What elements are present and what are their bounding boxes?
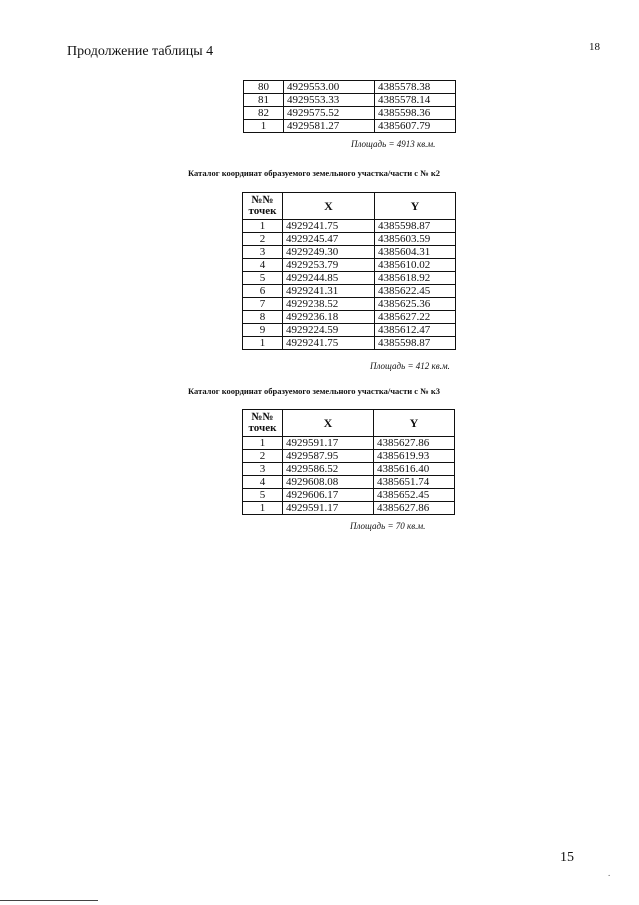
x-coordinate-cell: 4929241.75: [283, 337, 375, 350]
y-coordinate-cell: 4385578.38: [375, 81, 456, 94]
table-body: [244, 81, 456, 133]
x-coordinate-cell: 4929238.52: [283, 298, 375, 311]
table-caption-k3: Каталог координат образуемого земельного участка/части с № к3: [188, 386, 440, 396]
y-coordinate-cell: 4385622.45: [375, 285, 456, 298]
point-number-cell: 7: [243, 298, 283, 311]
table-row: [243, 502, 455, 515]
coordinates-table-k3: [242, 409, 455, 515]
x-coordinate-cell: 4929245.47: [283, 233, 375, 246]
point-number-cell: 5: [243, 489, 283, 502]
y-coordinate-cell: 4385619.93: [374, 450, 455, 463]
table-row: [244, 120, 456, 133]
y-coordinate-cell: 4385598.87: [375, 220, 456, 233]
table-row: [243, 476, 455, 489]
point-number-cell: 8: [243, 311, 283, 324]
point-number-cell: 82: [244, 107, 284, 120]
x-coordinate-cell: 4929241.31: [283, 285, 375, 298]
area-note: Площадь = 4913 кв.м.: [351, 139, 436, 149]
x-coordinate-cell: 4929249.30: [283, 246, 375, 259]
table-body: [243, 437, 455, 515]
table-row: [243, 463, 455, 476]
point-number-cell: 2: [243, 450, 283, 463]
page-heading: Продолжение таблицы 4: [67, 44, 214, 59]
x-coordinate-cell: 4929224.59: [283, 324, 375, 337]
point-number-cell: 4: [243, 259, 283, 272]
coordinates-table-continuation: [243, 80, 456, 133]
table-row: [244, 94, 456, 107]
y-coordinate-cell: 4385578.14: [375, 94, 456, 107]
y-coordinate-cell: 4385604.31: [375, 246, 456, 259]
x-coordinate-cell: 4929591.17: [283, 502, 374, 515]
scan-speck: .: [608, 868, 611, 878]
y-coordinate-cell: 4385625.36: [375, 298, 456, 311]
column-header-point-number: [243, 410, 283, 437]
column-header-y: Y: [374, 410, 455, 437]
point-number-cell: 81: [244, 94, 284, 107]
point-number-cell: 1: [243, 502, 283, 515]
y-coordinate-cell: 4385610.02: [375, 259, 456, 272]
y-coordinate-cell: 4385652.45: [374, 489, 455, 502]
column-header-x: X: [283, 410, 374, 437]
table-header: [243, 193, 456, 220]
point-number-cell: 2: [243, 233, 283, 246]
table-row: [243, 246, 456, 259]
table-row: [243, 450, 455, 463]
x-coordinate-cell: 4929575.52: [284, 107, 375, 120]
area-note: Площадь = 412 кв.м.: [370, 361, 450, 371]
x-coordinate-cell: 4929581.27: [284, 120, 375, 133]
table-row: [243, 285, 456, 298]
point-number-cell: 4: [243, 476, 283, 489]
header-points-word: точек: [248, 205, 277, 217]
y-coordinate-cell: 4385598.87: [375, 337, 456, 350]
x-coordinate-cell: 4929253.79: [283, 259, 375, 272]
point-number-cell: 3: [243, 246, 283, 259]
table-row: [243, 272, 456, 285]
y-coordinate-cell: 4385651.74: [374, 476, 455, 489]
area-note: Площадь = 70 кв.м.: [350, 521, 426, 531]
table-caption-k2: Каталог координат образуемого земельного участка/части с № к2: [188, 168, 440, 178]
point-number-cell: 1: [243, 220, 283, 233]
header-number-sign: №№: [251, 194, 274, 206]
y-coordinate-cell: 4385618.92: [375, 272, 456, 285]
table-row: [243, 437, 455, 450]
coordinates-table-k2: [242, 192, 456, 350]
table-row: [243, 259, 456, 272]
point-number-cell: 1: [243, 337, 283, 350]
y-coordinate-cell: 4385627.86: [374, 437, 455, 450]
table-row: [244, 107, 456, 120]
y-coordinate-cell: 4385598.36: [375, 107, 456, 120]
x-coordinate-cell: 4929586.52: [283, 463, 374, 476]
x-coordinate-cell: 4929553.00: [284, 81, 375, 94]
column-header-x: X: [283, 193, 375, 220]
x-coordinate-cell: 4929591.17: [283, 437, 374, 450]
y-coordinate-cell: 4385627.86: [374, 502, 455, 515]
bottom-page-number: 15: [560, 850, 574, 865]
x-coordinate-cell: 4929241.75: [283, 220, 375, 233]
column-header-point-number: [243, 193, 283, 220]
x-coordinate-cell: 4929244.85: [283, 272, 375, 285]
table-row: [243, 298, 456, 311]
table-row: [244, 81, 456, 94]
table-row: [243, 220, 456, 233]
point-number-cell: 3: [243, 463, 283, 476]
table-row: [243, 324, 456, 337]
point-number-cell: 1: [243, 437, 283, 450]
y-coordinate-cell: 4385616.40: [374, 463, 455, 476]
y-coordinate-cell: 4385607.79: [375, 120, 456, 133]
top-page-number: 18: [589, 41, 600, 53]
table-row: [243, 337, 456, 350]
column-header-y: Y: [375, 193, 456, 220]
x-coordinate-cell: 4929553.33: [284, 94, 375, 107]
y-coordinate-cell: 4385612.47: [375, 324, 456, 337]
table-row: [243, 233, 456, 246]
x-coordinate-cell: 4929236.18: [283, 311, 375, 324]
point-number-cell: 6: [243, 285, 283, 298]
x-coordinate-cell: 4929587.95: [283, 450, 374, 463]
bottom-rule: [0, 900, 98, 901]
y-coordinate-cell: 4385627.22: [375, 311, 456, 324]
table-header: [243, 410, 455, 437]
table-row: [243, 489, 455, 502]
table-body: [243, 220, 456, 350]
y-coordinate-cell: 4385603.59: [375, 233, 456, 246]
x-coordinate-cell: 4929606.17: [283, 489, 374, 502]
point-number-cell: 1: [244, 120, 284, 133]
point-number-cell: 5: [243, 272, 283, 285]
table-row: [243, 311, 456, 324]
point-number-cell: 80: [244, 81, 284, 94]
header-number-sign: №№: [251, 411, 274, 423]
point-number-cell: 9: [243, 324, 283, 337]
header-points-word: точек: [248, 422, 277, 434]
x-coordinate-cell: 4929608.08: [283, 476, 374, 489]
